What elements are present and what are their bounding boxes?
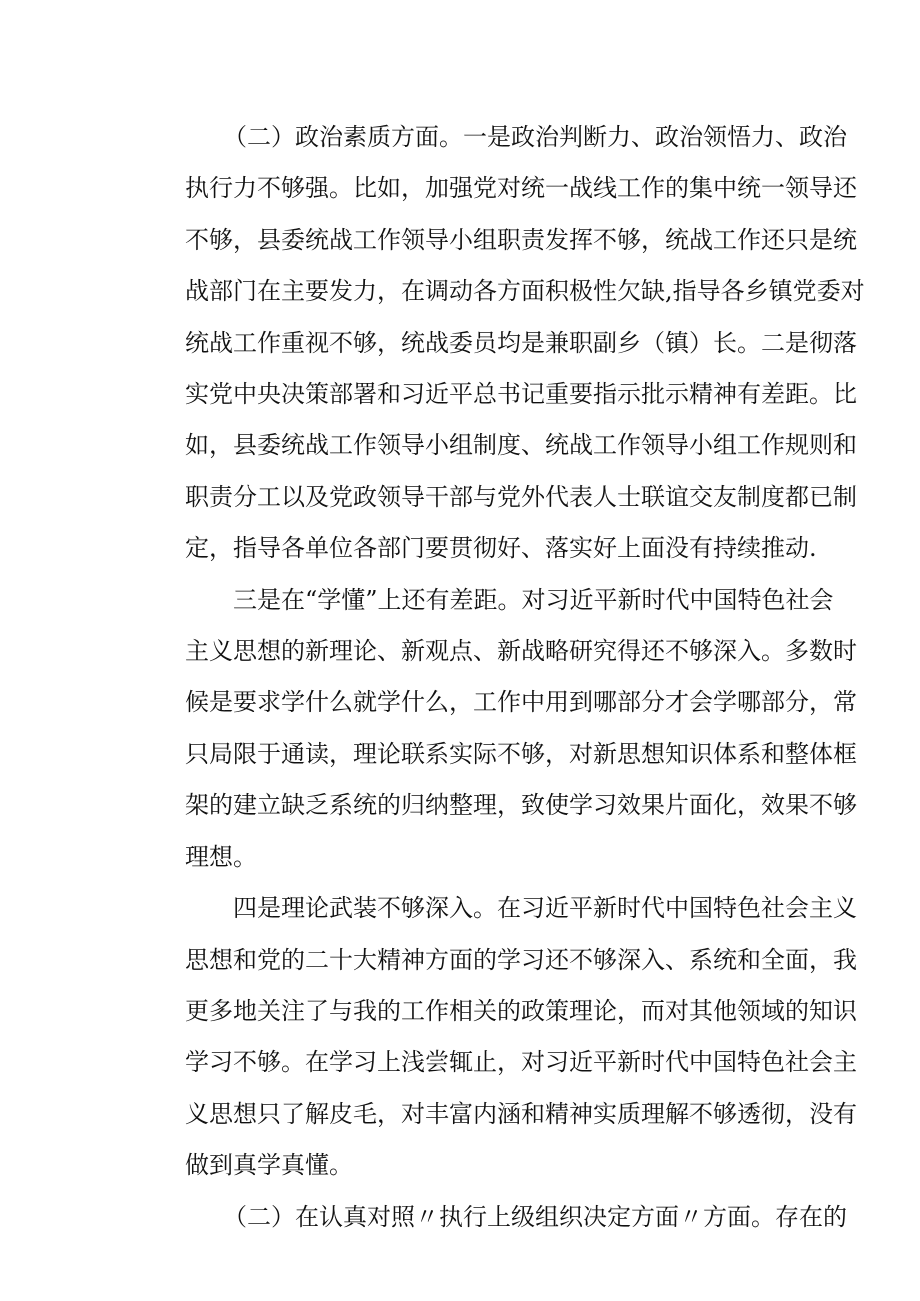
- text-line: （二）在认真对照〃执行上级组织决定方面〃方面。存在的: [223, 1202, 847, 1231]
- paragraph-theory-arming: [137, 883, 857, 1191]
- text-line: 候是要求学什么就学什么，工作中用到哪部分才会学哪部分，常: [185, 688, 857, 717]
- text-line: 主义思想的新理论、新观点、新战略研究得还不够深入。多数时: [185, 637, 857, 666]
- text-line: （二）政治素质方面。一是政治判断力、政治领悟力、政治: [223, 123, 847, 151]
- text-line: 理想。: [185, 842, 257, 871]
- text-line: 不够，县委统战工作领导小组职责发挥不够，统战工作还只是统: [185, 225, 857, 254]
- text-line: 战部门在主要发力，在调动各方面积极性欠缺,指导各乡镇党委对: [185, 277, 865, 306]
- text-line: 思想和党的二十大精神方面的学习还不够深入、系统和全面，我: [185, 945, 857, 974]
- text-line: 义思想只了解皮毛，对丰富内涵和精神实质理解不够透彻，没有: [185, 1099, 857, 1128]
- text-line: 三是在“学懂”上还有差距。对习近平新时代中国特色社会: [233, 585, 834, 614]
- text-line: 统战工作重视不够，统战委员均是兼职副乡（镇）长。二是彻落: [185, 328, 857, 357]
- text-line: 职责分工以及党政领导干部与党外代表人士联谊交友制度都已制: [185, 482, 857, 511]
- text-line: 只局限于通读，理论联系实际不够，对新思想知识体系和整体框: [185, 739, 857, 768]
- text-line: 执行力不够强。比如，加强党对统一战线工作的集中统一领导还: [185, 174, 857, 203]
- text-line: 定，指导各单位各部门要贯彻好、落实好上面没有持续推动.: [185, 534, 817, 563]
- text-line: 做到真学真懂。: [185, 1151, 353, 1180]
- text-line: 学习不够。在学习上浅尝辄止，对习近平新时代中国特色社会主: [185, 1048, 857, 1077]
- document-page: [137, 112, 865, 1243]
- paragraph-organization-decisions: [137, 1192, 847, 1243]
- paragraph-study-gap: [137, 575, 857, 883]
- text-line: 架的建立缺乏系统的归纳整理，致使学习效果片面化，效果不够: [185, 791, 857, 820]
- text-line: 如，县委统战工作领导小组制度、统战工作领导小组工作规则和: [185, 431, 857, 460]
- paragraph-political-quality: [137, 112, 865, 575]
- text-line: 四是理论武装不够深入。在习近平新时代中国特色社会主义: [233, 894, 857, 923]
- text-line: 实党中央决策部署和习近平总书记重要指示批示精神有差距。比: [185, 380, 857, 409]
- text-line: 更多地关注了与我的工作相关的政策理论，而对其他领域的知识: [185, 996, 857, 1025]
